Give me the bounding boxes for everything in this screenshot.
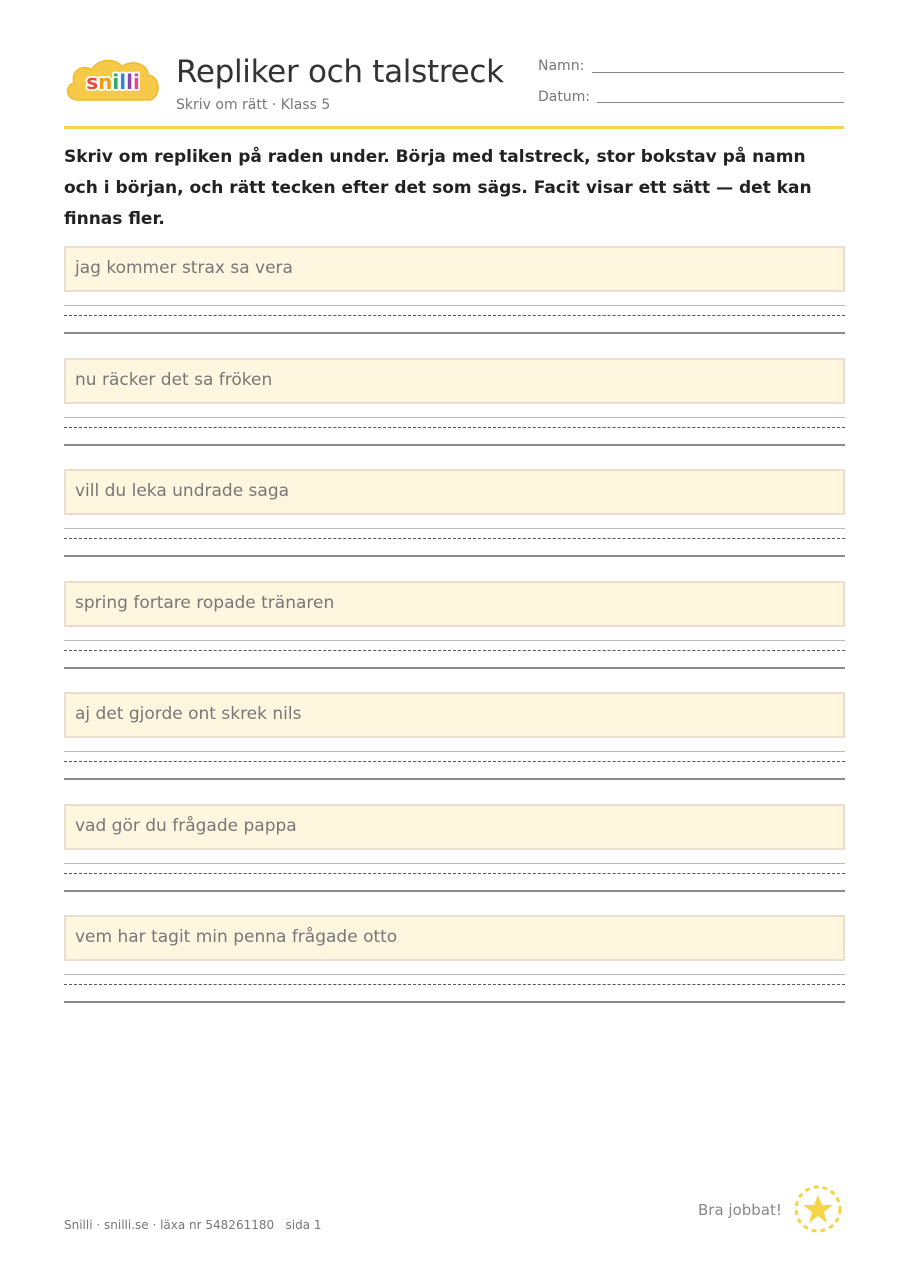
logo-letter: i [132,70,140,94]
exercise-item [64,469,845,581]
writing-line-midline [64,315,845,316]
writing-line-baseline [64,444,845,446]
exercise-list [64,246,845,1027]
exercise-item [64,358,845,470]
prompt-box [64,804,845,850]
name-label: Namn: [538,58,585,74]
logo-letter: i [112,70,120,94]
prompt-text: jag kommer strax sa vera [75,258,293,278]
writing-line-midline [64,984,845,985]
header-divider [64,126,844,129]
writing-line-top [64,974,845,975]
prompt-box [64,692,845,738]
exercise-item [64,692,845,804]
answer-writing-lines[interactable] [64,528,845,557]
answer-writing-lines[interactable] [64,974,845,1003]
prompt-text: nu räcker det sa fröken [75,369,273,390]
prompt-box [64,358,845,404]
prompt-text: vill du leka undrade saga [75,481,290,501]
logo-letter: n [98,70,113,94]
writing-line-midline [64,427,845,428]
writing-line-midline [64,873,845,874]
answer-writing-lines[interactable] [64,417,845,446]
page-title: Repliker och talstreck [176,54,504,90]
writing-line-midline [64,650,845,651]
answer-writing-lines[interactable] [64,305,845,334]
prompt-box [64,915,845,961]
exercise-item [64,804,845,916]
writing-line-baseline [64,555,845,557]
exercise-item [64,246,845,358]
prompt-text: vem har tagit min penna frågade otto [75,927,398,947]
name-field[interactable] [592,72,844,73]
prompt-text: vad gör du frågade pappa [75,815,297,836]
writing-line-baseline [64,667,845,669]
writing-line-top [64,751,845,752]
writing-line-midline [64,761,845,762]
snilli-logo [64,56,162,108]
prompt-text: spring fortare ropade tränaren [75,592,335,613]
writing-line-baseline [64,890,845,892]
footer-praise: Bra jobbat! [698,1201,782,1219]
logo-letter: l [126,70,133,94]
writing-line-top [64,863,845,864]
date-field[interactable] [597,102,844,103]
writing-line-top [64,417,845,418]
prompt-box [64,469,845,515]
exercise-item [64,915,845,1027]
writing-line-midline [64,538,845,539]
star-icon [793,1184,843,1234]
writing-line-top [64,305,845,306]
logo-letter: l [119,70,127,94]
writing-line-top [64,528,845,529]
exercise-item [64,581,845,693]
page-subtitle: Skriv om rätt · Klass 5 [176,97,331,113]
writing-line-baseline [64,1001,845,1003]
writing-line-baseline [64,778,845,780]
footer-info: Snilli · snilli.se · läxa nr 548261180 sida 1 [64,1218,322,1232]
answer-writing-lines[interactable] [64,863,845,892]
prompt-box [64,246,845,292]
writing-line-top [64,640,845,641]
logo-letter: s [86,70,99,94]
answer-writing-lines[interactable] [64,751,845,780]
instructions-text: Skriv om repliken på raden under. Börja med talstreck, stor bokstav på namn och i början, och rätt tecken efter det som sägs. Facit visar ett sätt — det kan finnas fler. [64,147,812,229]
prompt-text: aj det gjorde ont skrek nils [75,704,302,724]
date-label: Datum: [538,89,591,105]
logo-wordmark [86,70,140,94]
answer-writing-lines[interactable] [64,640,845,669]
prompt-box [64,581,845,627]
writing-line-baseline [64,332,845,334]
